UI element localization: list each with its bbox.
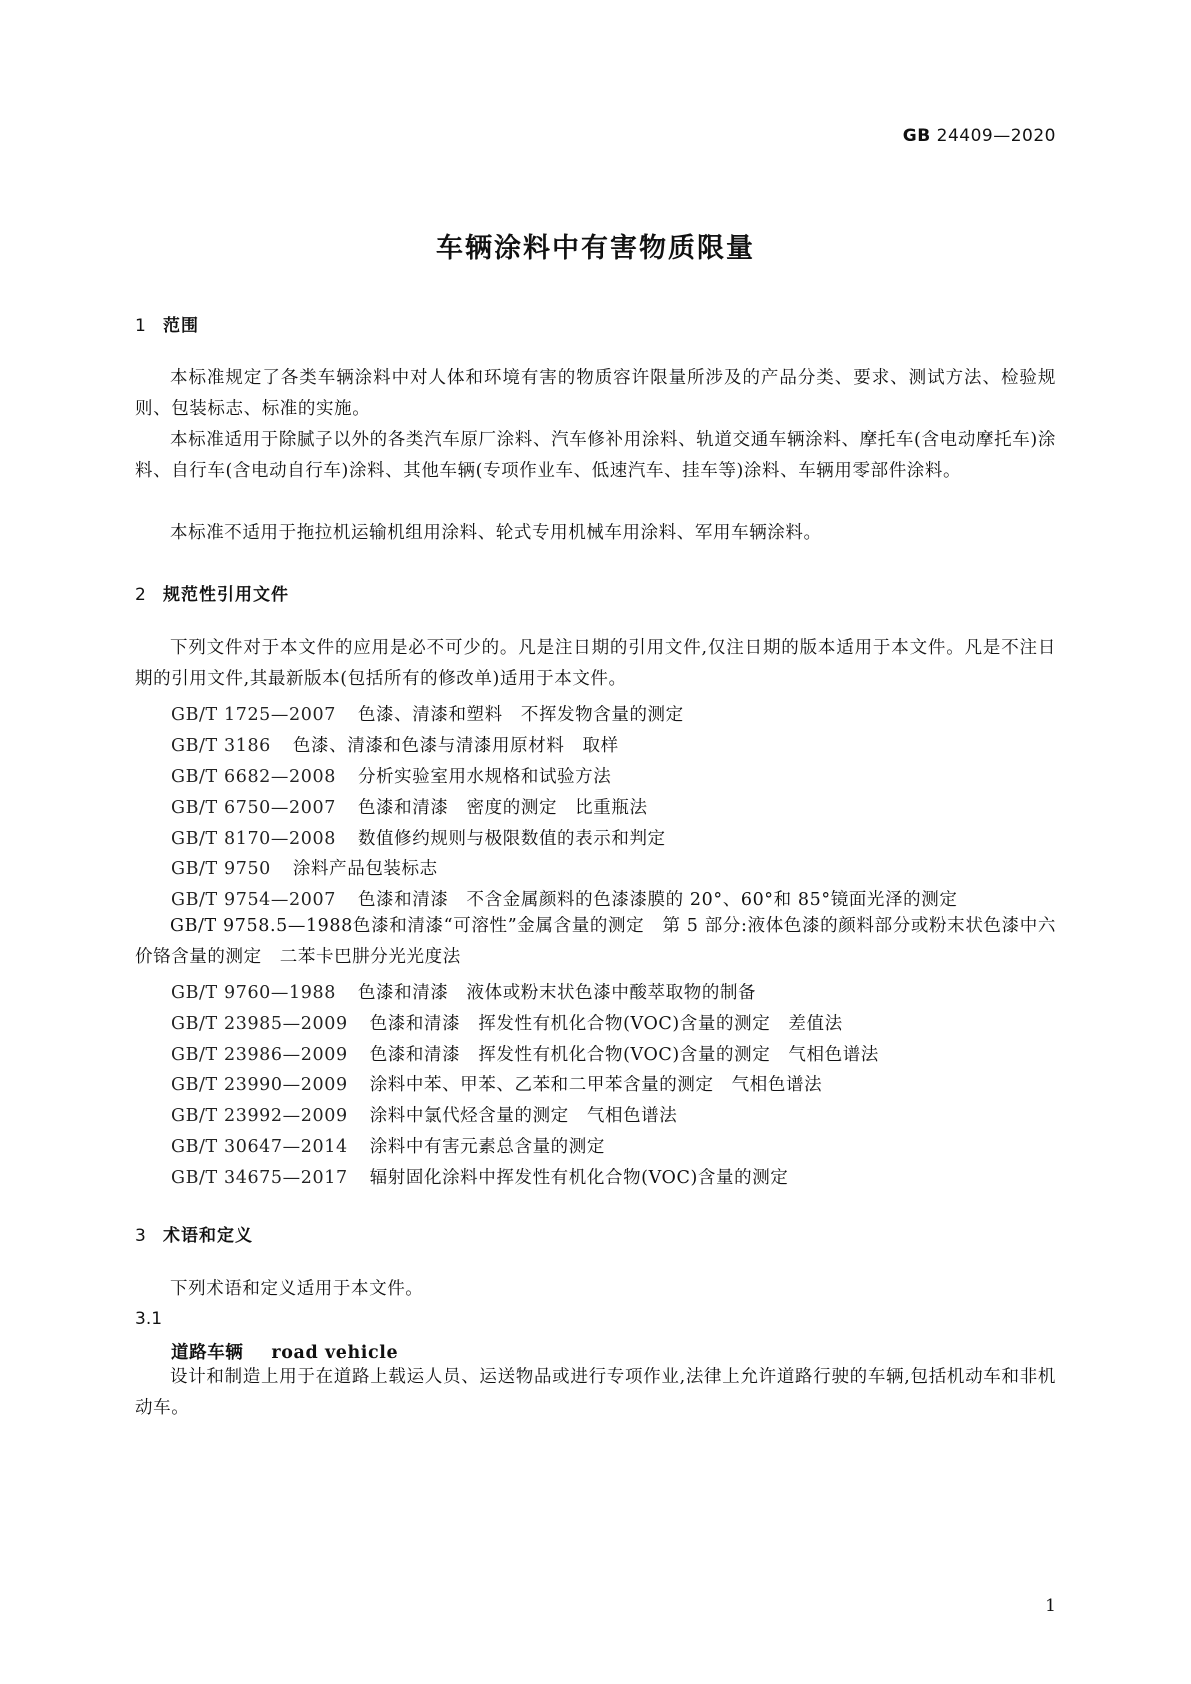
reference-title: 涂料中有害元素总含量的测定 xyxy=(369,1137,605,1157)
term-definition: 设计和制造上用于在道路上载运人员、运送物品或进行专项作业,法律上允许道路行驶的车辆,包括机动车和非机动车。 xyxy=(135,1367,1056,1418)
term-chinese: 道路车辆 xyxy=(171,1343,244,1363)
reference-code: GB/T 23992—2009 xyxy=(171,1106,348,1126)
reference-code: GB/T 23985—2009 xyxy=(171,1014,348,1034)
reference-item xyxy=(171,732,619,757)
reference-item xyxy=(171,855,438,880)
reference-item xyxy=(171,1071,822,1096)
reference-title: 色漆和清漆 密度的测定 比重瓶法 xyxy=(357,798,648,818)
reference-code: GB/T 23990—2009 xyxy=(171,1075,348,1095)
reference-title: 色漆、清漆和塑料 不挥发物含量的测定 xyxy=(357,705,684,725)
paragraph: 本标准规定了各类车辆涂料中对人体和环境有害的物质容许限量所涉及的产品分类、要求、测试方法、检验规则、包装标志、标准的实施。 xyxy=(135,368,1056,419)
reference-title: 色漆和清漆“可溶性”金属含量的测定 第 5 部分:液体色漆的颜料部分或粉末状色漆中六价铬含量的测定 二苯卡巴肼分光光度法 xyxy=(135,916,1056,967)
reference-item xyxy=(171,701,684,726)
section-title: 规范性引用文件 xyxy=(163,585,289,605)
reference-item xyxy=(171,886,957,911)
reference-item xyxy=(171,979,756,1004)
section-title: 术语和定义 xyxy=(163,1226,253,1246)
paragraph: 下列术语和定义适用于本文件。 xyxy=(170,1279,424,1299)
reference-code: GB/T 30647—2014 xyxy=(171,1137,348,1157)
term-english: road vehicle xyxy=(271,1343,399,1363)
section-3-heading xyxy=(135,1221,253,1246)
standard-prefix: GB xyxy=(902,126,931,146)
reference-item xyxy=(171,763,611,788)
reference-code: GB/T 34675—2017 xyxy=(171,1168,348,1188)
reference-title: 涂料产品包装标志 xyxy=(292,859,438,879)
reference-item xyxy=(135,911,1056,973)
reference-title: 分析实验室用水规格和试验方法 xyxy=(357,767,612,787)
reference-code: GB/T 9754—2007 xyxy=(171,890,336,910)
page-number: 1 xyxy=(1045,1596,1056,1616)
reference-title: 数值修约规则与极限数值的表示和判定 xyxy=(357,829,666,849)
reference-code: GB/T 23986—2009 xyxy=(171,1045,348,1065)
section-title: 范围 xyxy=(163,316,199,336)
reference-title: 色漆、清漆和色漆与清漆用原材料 取样 xyxy=(292,736,619,756)
reference-title: 色漆和清漆 挥发性有机化合物(VOC)含量的测定 差值法 xyxy=(369,1014,843,1034)
section-number: 3 xyxy=(135,1226,147,1246)
reference-code: GB/T 9750 xyxy=(171,859,271,879)
reference-title: 涂料中苯、甲苯、乙苯和二甲苯含量的测定 气相色谱法 xyxy=(369,1075,823,1095)
paragraph: 下列文件对于本文件的应用是必不可少的。凡是注日期的引用文件,仅注日期的版本适用于本文件。凡是不注日期的引用文件,其最新版本(包括所有的修改单)适用于本文件。 xyxy=(135,638,1056,689)
paragraph: 本标准不适用于拖拉机运输机组用涂料、轮式专用机械车用涂料、军用车辆涂料。 xyxy=(170,523,822,543)
standard-number: 24409—2020 xyxy=(936,126,1056,146)
reference-item xyxy=(171,1102,677,1127)
reference-title: 色漆和清漆 液体或粉末状色漆中酸萃取物的制备 xyxy=(357,983,757,1003)
reference-item xyxy=(171,825,666,850)
reference-code: GB/T 6750—2007 xyxy=(171,798,336,818)
reference-code: GB/T 3186 xyxy=(171,736,271,756)
reference-title: 辐射固化涂料中挥发性有机化合物(VOC)含量的测定 xyxy=(369,1168,789,1188)
reference-item xyxy=(171,1164,788,1189)
reference-item xyxy=(171,1133,605,1158)
section-number: 2 xyxy=(135,585,147,605)
paragraph: 本标准适用于除腻子以外的各类汽车原厂涂料、汽车修补用涂料、轨道交通车辆涂料、摩托车(含电动摩托车)涂料、自行车(含电动自行车)涂料、其他车辆(专项作业车、低速汽车、挂车等)涂料、车辆用零部件涂料。 xyxy=(135,430,1056,481)
reference-code: GB/T 1725—2007 xyxy=(171,705,336,725)
standard-code xyxy=(903,126,1056,146)
section-number: 1 xyxy=(135,316,147,336)
reference-item xyxy=(171,1041,879,1066)
reference-code: GB/T 6682—2008 xyxy=(171,767,336,787)
reference-item xyxy=(171,1010,843,1035)
reference-title: 色漆和清漆 不含金属颜料的色漆漆膜的 20°、60°和 85°镜面光泽的测定 xyxy=(357,890,958,910)
section-1-heading xyxy=(135,311,199,336)
term-entry xyxy=(171,1339,398,1364)
reference-code: GB/T 9758.5—1988 xyxy=(170,916,353,936)
reference-title: 色漆和清漆 挥发性有机化合物(VOC)含量的测定 气相色谱法 xyxy=(369,1045,879,1065)
reference-title: 涂料中氯代烃含量的测定 气相色谱法 xyxy=(369,1106,678,1126)
reference-item xyxy=(171,794,648,819)
reference-code: GB/T 9760—1988 xyxy=(171,983,336,1003)
reference-code: GB/T 8170—2008 xyxy=(171,829,336,849)
section-2-heading xyxy=(135,580,289,605)
document-title: 车辆涂料中有害物质限量 xyxy=(436,233,755,264)
clause-number: 3.1 xyxy=(135,1309,163,1329)
